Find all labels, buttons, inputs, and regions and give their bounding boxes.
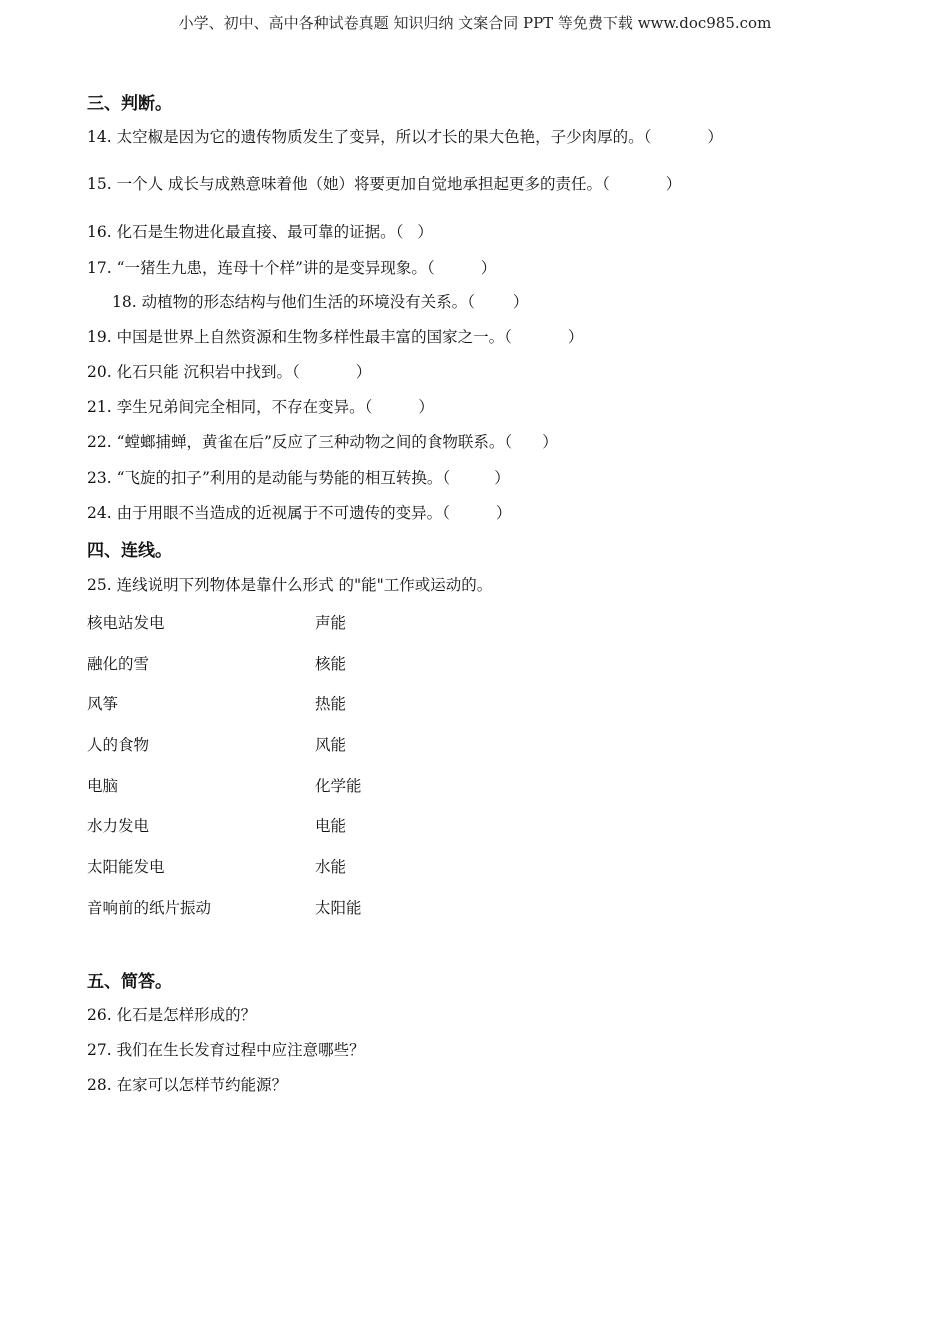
question-17 [87, 256, 496, 278]
match-right-item: 热能 [315, 695, 347, 713]
question-19-text: 19. 中国是世界上自然资源和生物多样性最丰富的国家之一。（ [87, 328, 512, 346]
section-4-title: 四、连线。 [87, 541, 172, 561]
question-18-text: 18. 动植物的形态结构与他们生活的环境没有关系。（ [112, 293, 475, 311]
question-18-close: ） [512, 293, 529, 311]
question-15 [87, 172, 681, 194]
match-left-item: 融化的雪 [87, 655, 150, 673]
question-16-text: 16. 化石是生物进化最直接、最可靠的证据。（ [87, 223, 404, 241]
match-right-item: 化学能 [315, 777, 362, 795]
question-19-close: ） [567, 328, 584, 346]
question-22 [87, 430, 558, 452]
question-14-text: 14. 太空椒是因为它的遗传物质发生了变异，所以才长的果大色艳，子少肉厚的。（ [87, 128, 652, 146]
question-24-text: 24. 由于用眼不当造成的近视属于不可遗传的变异。（ [87, 504, 450, 522]
question-20-text: 20. 化石只能 沉积岩中找到。（ [87, 363, 300, 381]
question-16 [87, 220, 433, 242]
match-left-item: 音响前的纸片振动 [87, 899, 212, 917]
match-left-item: 人的食物 [87, 736, 150, 754]
match-left-item: 水力发电 [87, 817, 150, 835]
question-28: 28. 在家可以怎样节约能源？ [87, 1076, 288, 1094]
match-left-item: 风筝 [87, 695, 119, 713]
question-21-close: ） [418, 398, 434, 416]
site-header: 小学、初中、高中各种试卷真题 知识归纳 文案合同 PPT 等免费下载 www.doc985.com [178, 14, 772, 32]
section-5-title: 五、简答。 [87, 972, 172, 992]
match-left-item: 核电站发电 [87, 614, 165, 632]
question-18 [112, 290, 528, 312]
question-21 [87, 395, 434, 417]
question-17-text: 17. “一猪生九患，连母十个样”讲的是变异现象。（ [87, 259, 435, 277]
question-22-close: ） [542, 433, 558, 451]
question-24 [87, 501, 511, 523]
question-14 [87, 125, 723, 147]
match-right-item: 风能 [315, 736, 347, 754]
question-15-text: 15. 一个人 成长与成熟意味着他（她）将要更加自觉地承担起更多的责任。（ [87, 175, 610, 193]
question-21-text: 21. 孪生兄弟间完全相同，不存在变异。（ [87, 398, 373, 416]
question-15-close: ） [665, 175, 682, 193]
question-26: 26. 化石是怎样形成的？ [87, 1006, 257, 1024]
match-right-item: 太阳能 [315, 899, 362, 917]
question-20 [87, 360, 371, 382]
question-14-close: ） [707, 128, 723, 146]
match-right-item: 核能 [315, 655, 347, 673]
question-22-text: 22. “螳螂捕蝉，黄雀在后”反应了三种动物之间的食物联系。（ [87, 433, 513, 451]
question-16-close: ） [417, 223, 433, 241]
question-20-close: ） [355, 363, 372, 381]
match-left-item: 太阳能发电 [87, 858, 165, 876]
question-23 [87, 466, 510, 488]
section-3-title: 三、判断。 [87, 94, 172, 114]
match-right-item: 声能 [315, 614, 347, 632]
question-17-close: ） [480, 259, 497, 277]
match-right-item: 电能 [315, 817, 347, 835]
question-24-close: ） [495, 504, 512, 522]
match-left-item: 电脑 [87, 777, 119, 795]
question-25: 25. 连线说明下列物体是靠什么形式 的"能"工作或运动的。 [87, 576, 493, 594]
question-19 [87, 325, 583, 347]
question-27: 27. 我们在生长发育过程中应注意哪些？ [87, 1041, 365, 1059]
question-23-text: 23. “飞旋的扣子”利用的是动能与势能的相互转换。（ [87, 469, 451, 487]
question-23-close: ） [494, 469, 510, 487]
match-right-item: 水能 [315, 858, 347, 876]
